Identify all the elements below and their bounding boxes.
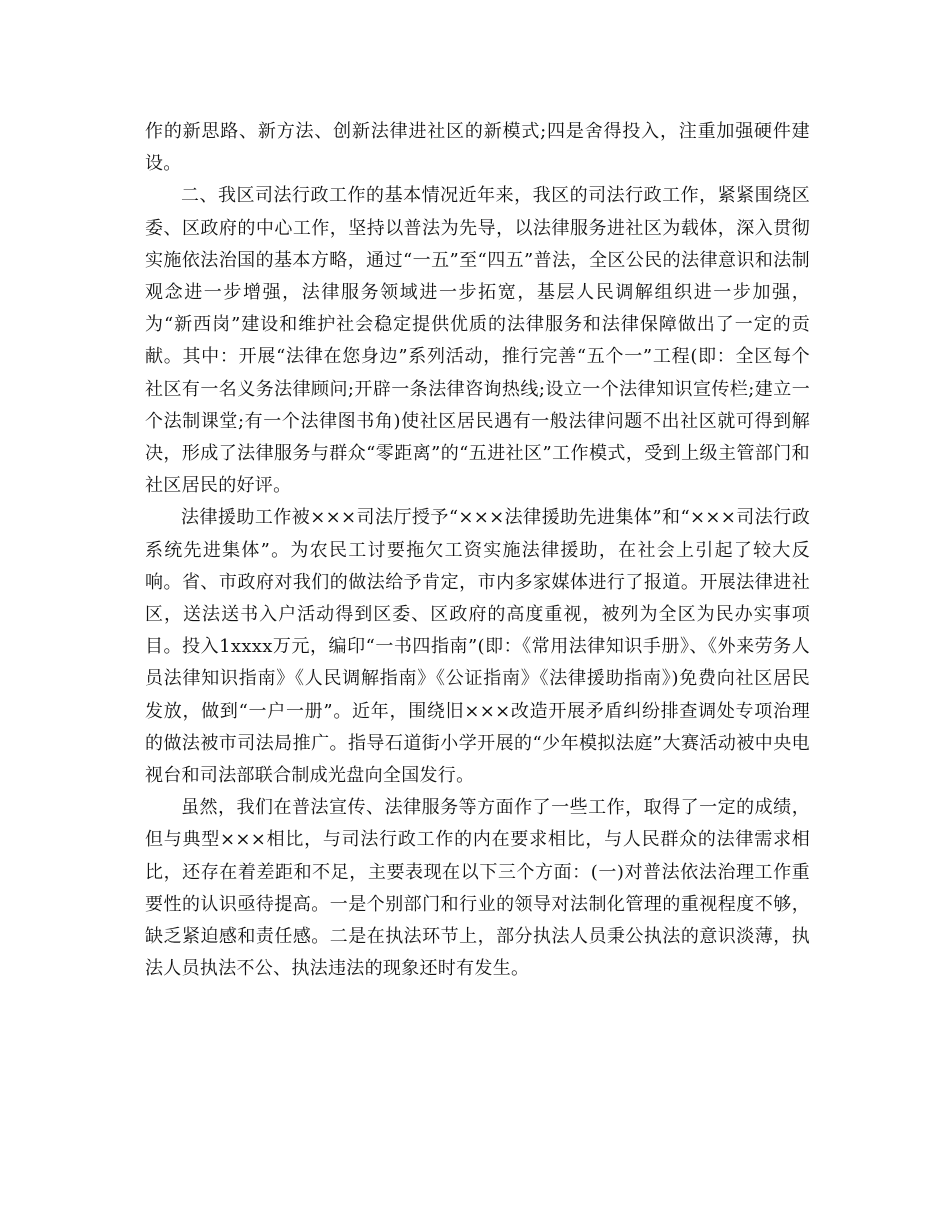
document-body bbox=[145, 116, 810, 985]
paragraph-basic-situation: 二、我区司法行政工作的基本情况近年来，我区的司法行政工作，紧紧围绕区委、区政府的中心工作，坚持以普法为先导，以法律服务进社区为载体，深入贯彻实施依法治国的基本方略，通过“一五”至“四五”普法，全区公民的法律意识和法制观念进一步增强，法律服务领域进一步拓宽，基层人民调解组织进一步加强，为“新西岗”建设和维护社会稳定提供优质的法律服务和法律保障做出了一定的贡献。其中：开展“法律在您身边”系列活动，推行完善“五个一”工程(即：全区每个社区有一名义务法律顾问;开辟一条法律咨询热线;设立一个法律知识宣传栏;建立一个法制课堂;有一个法律图书角)使社区居民遇有一般法律问题不出社区就可得到解决，形成了法律服务与群众“零距离”的“五进社区”工作模式，受到上级主管部门和社区居民的好评。 bbox=[145, 185, 810, 497]
paragraph-legal-aid: 法律援助工作被×××司法厅授予“×××法律援助先进集体”和“×××司法行政系统先进集体”。为农民工讨要拖欠工资实施法律援助，在社会上引起了较大反响。省、市政府对我们的做法给予肯定，市内多家媒体进行了报道。开展法律进社区，送法送书入户活动得到区委、区政府的高度重视，被列为全区为民办实事项目。投入1xxxx万元，编印“一书四指南”(即：《常用法律知识手册》、《外来劳务人员法律知识指南》《人民调解指南》《公证指南》《法律援助指南》)免费向社区居民发放，做到“一户一册”。近年，围绕旧×××改造开展矛盾纠纷排查调处专项治理的做法被市司法局推广。指导石道街小学开展的“少年模拟法庭”大赛活动被中央电视台和司法部联合制成光盘向全国发行。 bbox=[145, 507, 810, 787]
paragraph-continuation: 作的新思路、新方法、创新法律进社区的新模式;四是舍得投入，注重加强硬件建设。 bbox=[145, 121, 810, 175]
paragraph-shortcomings: 虽然，我们在普法宣传、法律服务等方面作了一些工作，取得了一定的成绩，但与典型×××相比，与司法行政工作的内在要求相比，与人民群众的法律需求相比，还存在着差距和不足，主要表现在以下三个方面：(一)对普法依法治理工作重要性的认识亟待提高。一是个别部门和行业的领导对法制化管理的重视程度不够，缺乏紧迫感和责任感。二是在执法环节上，部分执法人员秉公执法的意识淡薄，执法人员执法不公、执法违法的现象还时有发生。 bbox=[145, 797, 810, 980]
